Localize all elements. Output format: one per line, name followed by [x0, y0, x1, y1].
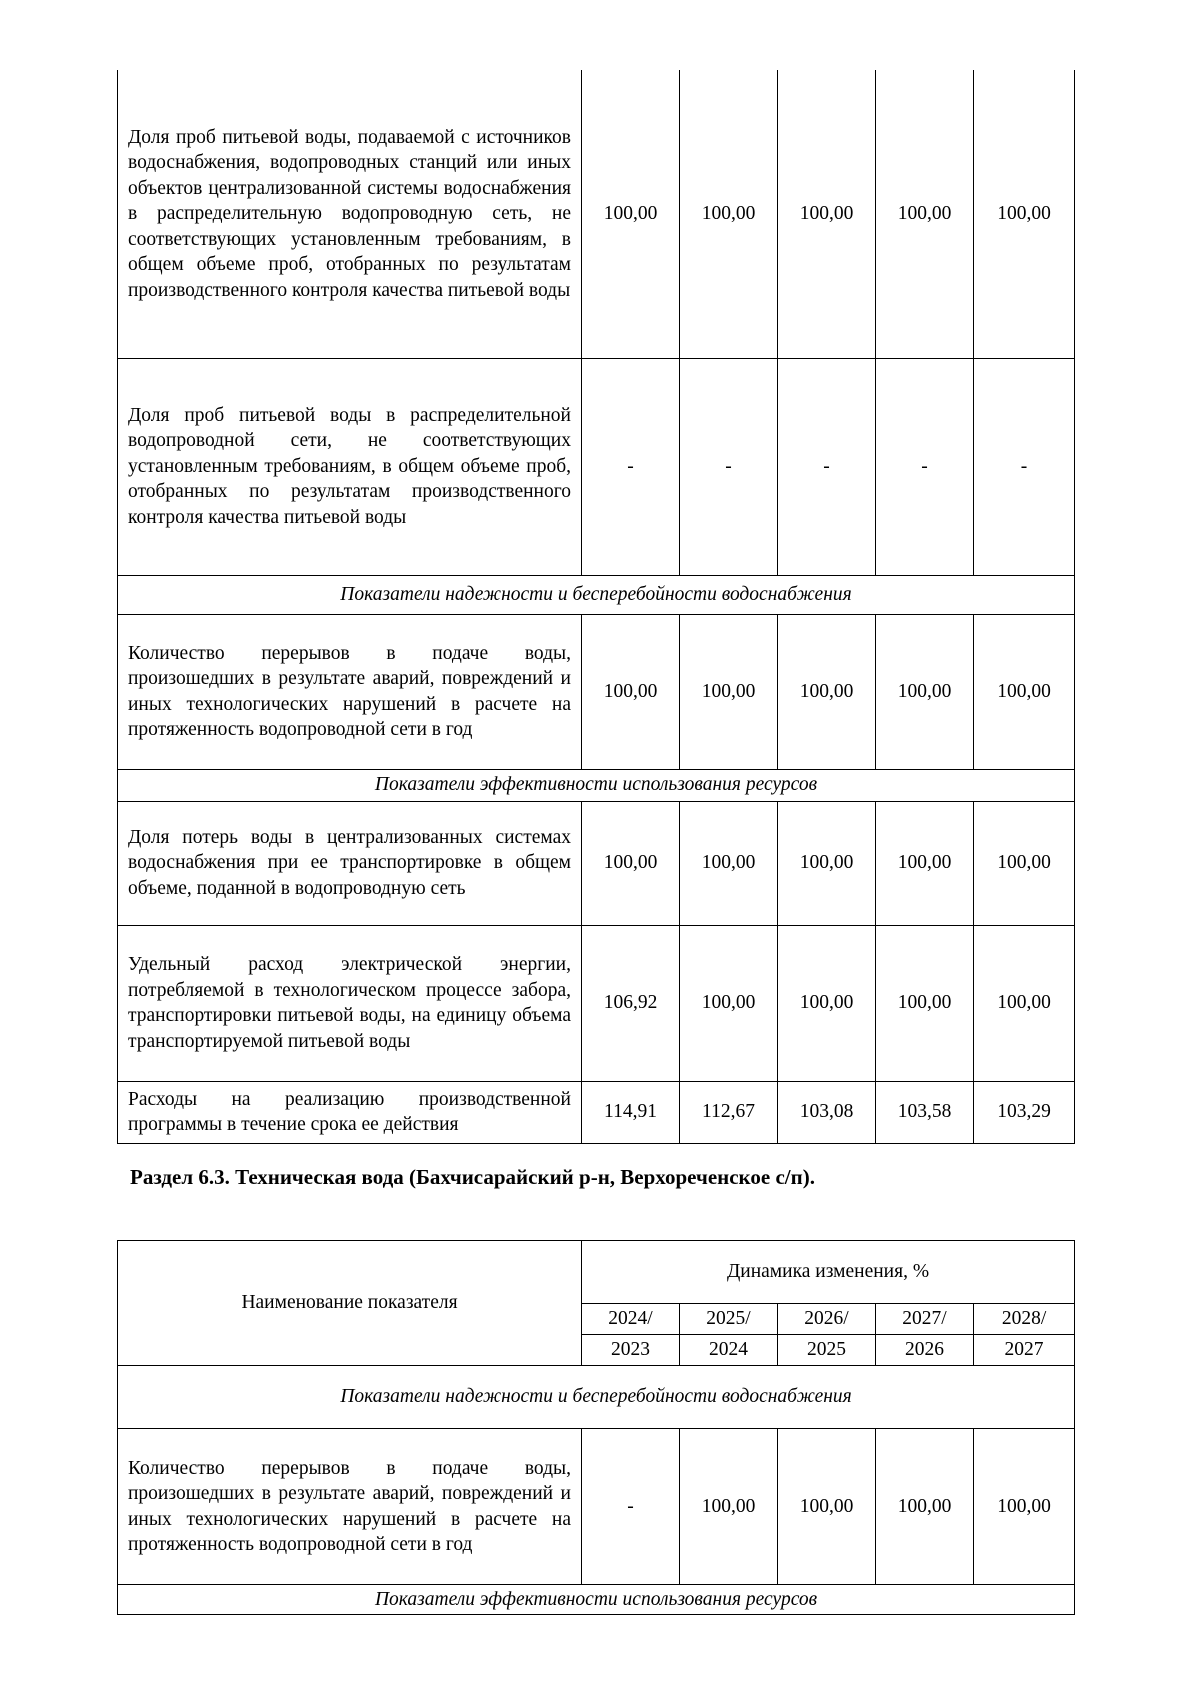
indicator-value: 103,08 — [778, 1081, 876, 1143]
indicator-name: Доля потерь воды в централизованных системах водоснабжения при ее транспортировке в общем объеме, поданной в водопроводную сеть — [118, 801, 582, 925]
indicator-value: 100,00 — [582, 70, 680, 358]
table-row — [118, 801, 1075, 925]
indicator-value: 100,00 — [974, 801, 1075, 925]
table-row — [118, 70, 1075, 358]
section-row — [118, 1585, 1075, 1615]
table-row — [118, 614, 1075, 769]
year-header: 2027/ — [876, 1304, 974, 1335]
technical-water-table — [117, 1240, 1075, 1615]
section-title: Показатели эффективности использования ресурсов — [118, 1585, 1075, 1615]
year-header: 2026/ — [778, 1304, 876, 1335]
indicator-value: - — [582, 1429, 680, 1585]
year-header: 2027 — [974, 1335, 1075, 1366]
indicator-value: - — [582, 358, 680, 575]
indicator-name: Доля проб питьевой воды в распределительной водопроводной сети, не соответствующих установленным требованиям, в общем объеме проб, отобранных по результатам производственного контроля качества питьевой воды — [118, 358, 582, 575]
year-header: 2024/ — [582, 1304, 680, 1335]
indicator-value: 100,00 — [876, 801, 974, 925]
indicator-value: 100,00 — [876, 70, 974, 358]
indicators-table-continued — [117, 70, 1075, 1144]
indicator-value: 103,58 — [876, 1081, 974, 1143]
year-header: 2024 — [680, 1335, 778, 1366]
indicator-name: Расходы на реализацию производственной программы в течение срока ее действия — [118, 1081, 582, 1143]
indicator-name: Количество перерывов в подаче воды, произошедших в результате аварий, повреждений и иных технологических нарушений в расчете на протяженность водопроводной сети в год — [118, 614, 582, 769]
table-row — [118, 1081, 1075, 1143]
indicator-value: 100,00 — [778, 70, 876, 358]
section-title: Показатели надежности и бесперебойности водоснабжения — [118, 575, 1075, 614]
year-header: 2023 — [582, 1335, 680, 1366]
indicator-value: 100,00 — [680, 925, 778, 1081]
indicator-value: 100,00 — [778, 1429, 876, 1585]
indicator-name: Удельный расход электрической энергии, потребляемой в технологическом процессе забора, транспортировки питьевой воды, на единицу объема транспортируемой питьевой воды — [118, 925, 582, 1081]
indicator-value: 112,67 — [680, 1081, 778, 1143]
section-row — [118, 769, 1075, 801]
indicator-name: Количество перерывов в подаче воды, произошедших в результате аварий, повреждений и иных технологических нарушений в расчете на протяженность водопроводной сети в год — [118, 1429, 582, 1585]
indicator-value: - — [974, 358, 1075, 575]
indicator-value: 100,00 — [778, 801, 876, 925]
indicator-value: 103,29 — [974, 1081, 1075, 1143]
indicator-value: 100,00 — [876, 614, 974, 769]
indicator-value: 100,00 — [680, 70, 778, 358]
section-title: Показатели надежности и бесперебойности водоснабжения — [118, 1366, 1075, 1429]
column-header-name: Наименование показателя — [118, 1241, 582, 1366]
indicator-value: 100,00 — [680, 801, 778, 925]
section-row — [118, 575, 1075, 614]
section-title: Показатели эффективности использования ресурсов — [118, 769, 1075, 801]
indicator-name: Доля проб питьевой воды, подаваемой с источников водоснабжения, водопроводных станций или иных объектов централизованной системы водоснабжения в распределительную водопроводную сеть, не соответствующих установленным требованиям, в общем объеме проб, отобранных по результатам производственного контроля качества питьевой воды — [118, 70, 582, 358]
table-row — [118, 925, 1075, 1081]
indicator-value: - — [876, 358, 974, 575]
indicator-value: 100,00 — [582, 801, 680, 925]
indicator-value: 100,00 — [582, 614, 680, 769]
header-row — [118, 1241, 1075, 1304]
indicator-value: 114,91 — [582, 1081, 680, 1143]
indicator-value: 100,00 — [680, 1429, 778, 1585]
section-heading: Раздел 6.3. Техническая вода (Бахчисарайский р-н, Верхореченское с/п). — [130, 1165, 815, 1189]
column-header-dynamics: Динамика изменения, % — [582, 1241, 1075, 1304]
section-row — [118, 1366, 1075, 1429]
indicator-value: 100,00 — [876, 925, 974, 1081]
indicator-value: 100,00 — [778, 614, 876, 769]
indicator-value: 100,00 — [778, 925, 876, 1081]
indicator-value: 100,00 — [974, 1429, 1075, 1585]
indicator-value: 100,00 — [974, 70, 1075, 358]
indicator-value: 100,00 — [974, 925, 1075, 1081]
year-header: 2025/ — [680, 1304, 778, 1335]
indicator-value: - — [778, 358, 876, 575]
indicator-value: - — [680, 358, 778, 575]
year-header: 2028/ — [974, 1304, 1075, 1335]
indicator-value: 100,00 — [974, 614, 1075, 769]
year-header: 2026 — [876, 1335, 974, 1366]
table-row — [118, 1429, 1075, 1585]
table-row — [118, 358, 1075, 575]
indicator-value: 100,00 — [680, 614, 778, 769]
indicator-value: 100,00 — [876, 1429, 974, 1585]
year-header: 2025 — [778, 1335, 876, 1366]
indicator-value: 106,92 — [582, 925, 680, 1081]
